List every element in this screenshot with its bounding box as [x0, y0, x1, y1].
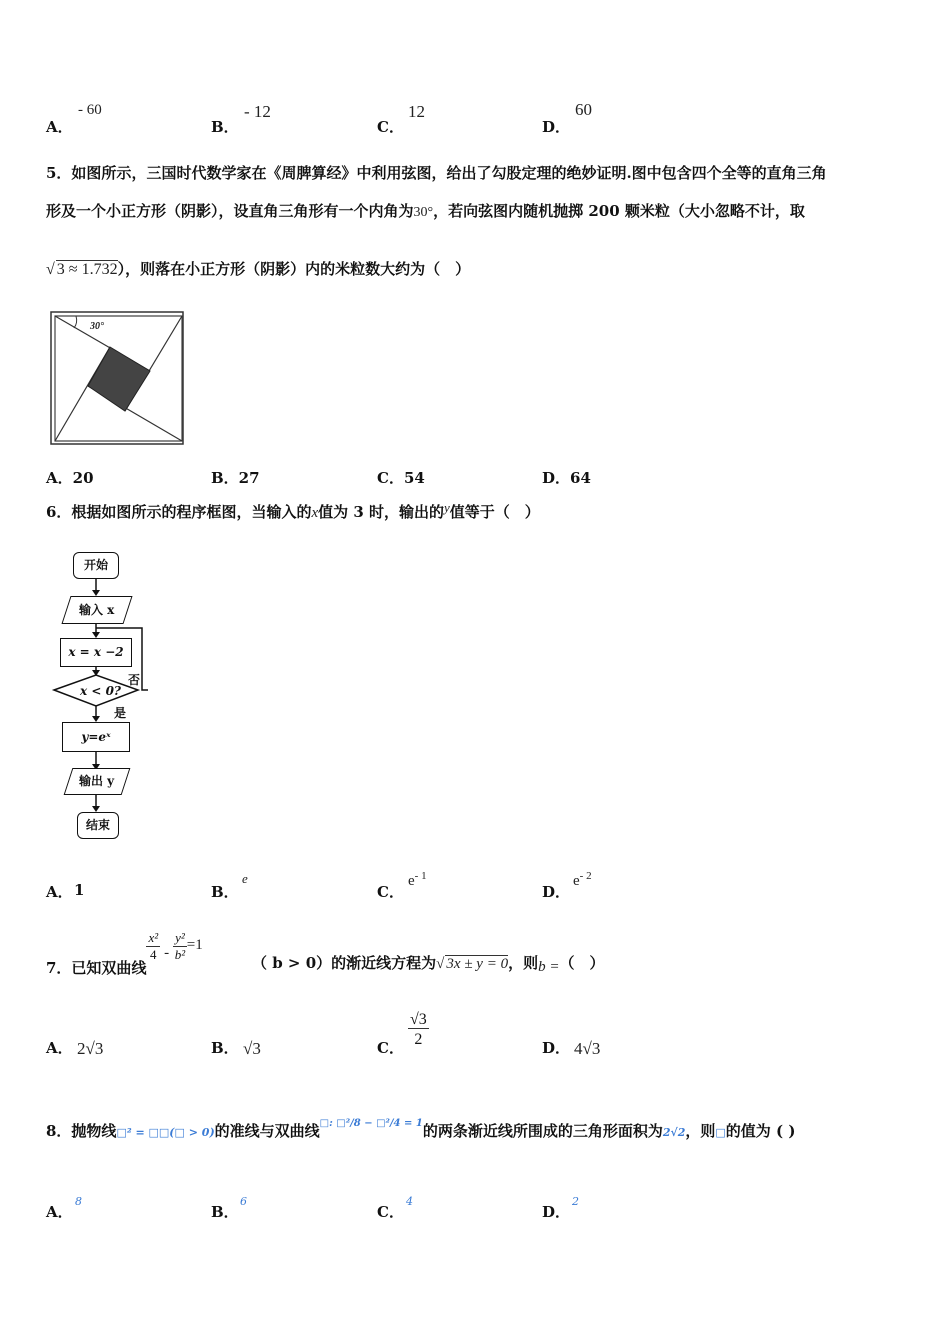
q5-sqrt-approx: √ 3 ≈ 1.732 [46, 261, 118, 278]
q7-frac2 [173, 930, 187, 963]
q5-line2-b: ，若向弦图内随机抛掷 200 颗米粒（大小忽略不计，取 [433, 202, 805, 220]
q8-parabola: □² = □□(□ > 0) [116, 1126, 215, 1139]
q6-var-x: x [311, 505, 319, 521]
q7-eq1: =1 [186, 936, 203, 953]
q8-suffix-a: 的两条渐近线所围成的三角形面积为 [422, 1122, 663, 1140]
flow-no-label: 否 [128, 673, 141, 687]
q7-option-b-value: √3 [243, 1039, 261, 1058]
q7-frac2-num: y² [175, 930, 185, 945]
pythagoras-chord-figure [50, 311, 184, 445]
q7-asym: √ 3x ± y = 0 [436, 956, 509, 972]
flow-input [61, 596, 132, 624]
q5-option-d: D．64 [542, 469, 591, 487]
q6-option-c-value [408, 870, 427, 890]
q8-prefix: 8．抛物线 [46, 1122, 117, 1140]
figure-angle-label: 30° [90, 321, 104, 332]
q6-question [46, 501, 540, 522]
flow-condition: x < 0? [80, 684, 121, 698]
q5-sqrt-approx-value: 3 ≈ 1.732 [56, 261, 118, 278]
q7-option-a-label: A． [46, 1039, 73, 1057]
q8-question [46, 1120, 795, 1141]
q5-angle: 30° [413, 205, 434, 220]
q6-option-c-label: C． [377, 883, 404, 901]
q7-end: （ ） [559, 954, 605, 972]
q6-option-d-exp: - 2 [579, 870, 592, 882]
q7-option-a-value: 2√3 [77, 1039, 104, 1058]
q5-line1: 5．如图所示，三国时代数学家在《周脾算经》中利用弦图，给出了勾股定理的绝妙证明.图中包含四个全等的直角三角 [46, 164, 827, 182]
q7-minus: - [164, 944, 170, 961]
q4-option-a-label: A． [46, 118, 73, 136]
q8-option-b-label: B． [211, 1203, 239, 1221]
q4-option-b-value: - 12 [244, 102, 271, 121]
flow-yes-label: 是 [114, 706, 127, 720]
q6-option-d-base: e [573, 873, 580, 889]
q4-option-c-label: C． [377, 118, 404, 136]
flow-assign: x = x −2 [60, 638, 132, 667]
q4-option-d-label: D． [542, 118, 571, 136]
q6-text-c: 值等于（ ） [449, 503, 540, 521]
q7-question-tail [252, 952, 604, 973]
flow-end: 结束 [77, 812, 119, 839]
q8-mid: 的准线与双曲线 [214, 1122, 320, 1140]
q7-option-c-frac [408, 1012, 429, 1051]
q6-var-y: y [444, 500, 450, 515]
q6-option-b-label: B． [211, 883, 239, 901]
q8-suffix-b: ，则 [685, 1122, 716, 1140]
q4-option-b-label: B． [211, 118, 239, 136]
q6-option-a-label: A． [46, 883, 73, 901]
q6-option-c-exp: - 1 [414, 870, 427, 882]
q8-hyperbola: □: □²/8 − □²/4 = 1 [319, 1118, 423, 1129]
q7-frac1-num: x² [148, 930, 159, 945]
q7-frac1-den: 4 [150, 947, 157, 962]
q5-line2-a: 形及一个小正方形（阴影），设直角三角形有一个内角为 [46, 202, 414, 220]
q7-option-d-value: 4√3 [574, 1039, 601, 1058]
q6-option-b-value: e [242, 871, 248, 886]
q4-option-d-value: 60 [575, 100, 592, 119]
q8-area: 2√2 [662, 1126, 686, 1139]
q6-option-d-value [573, 870, 592, 890]
q5-option-c: C．54 [377, 469, 425, 487]
q8-option-d-value: 2 [572, 1195, 579, 1208]
q7-option-c-den: 2 [414, 1031, 423, 1048]
q5-line3 [46, 258, 470, 279]
q7-option-b-label: B． [211, 1039, 239, 1057]
flow-output [64, 768, 131, 795]
q8-option-b-value: 6 [240, 1195, 247, 1208]
q5-line2 [46, 200, 805, 221]
q7-prefix: 7．已知双曲线 [46, 958, 147, 977]
q7-option-c-label: C． [377, 1039, 404, 1057]
q7-b-eq: b = [538, 959, 560, 975]
q6-option-a-value: 1 [74, 881, 85, 899]
q7-option-c-num: √3 [410, 1011, 427, 1028]
q5-option-b: B．27 [211, 469, 260, 487]
q7-frac2-den: b² [174, 947, 186, 962]
q8-option-c-label: C． [377, 1203, 404, 1221]
q6-text-a: 6．根据如图所示的程序框图，当输入的 [46, 503, 312, 521]
q5-option-a: A．20 [46, 469, 94, 487]
q7-cond: （ b > 0）的渐近线方程为 [252, 954, 437, 972]
q6-option-c-base: e [408, 873, 415, 889]
q7-question [46, 930, 203, 977]
q7-asym-expr: 3x ± y = 0 [446, 956, 509, 972]
q7-then: ，则 [508, 954, 539, 972]
flow-input-label: 输入 x [79, 603, 115, 617]
q8-box: □ [715, 1126, 726, 1139]
q8-option-a-label: A． [46, 1203, 73, 1221]
q8-suffix-c: 的值为 ( ) [725, 1122, 796, 1140]
q7-option-d-label: D． [542, 1039, 571, 1057]
q5-line3-text: ），则落在小正方形（阴影）内的米粒数大约为（ ） [117, 260, 471, 278]
flow-start: 开始 [73, 552, 119, 579]
q8-option-d-label: D． [542, 1203, 571, 1221]
flow-output-label: 输出 y [79, 774, 115, 788]
q7-frac1 [146, 930, 160, 963]
q8-option-a-value: 8 [75, 1195, 82, 1208]
q4-option-a-value: - 60 [78, 102, 102, 118]
q4-option-c-value: 12 [408, 102, 425, 121]
q8-option-c-value: 4 [406, 1195, 413, 1208]
q6-option-d-label: D． [542, 883, 571, 901]
q6-text-b: 值为 3 时，输出的 [318, 503, 445, 521]
flow-calc: y=eˣ [62, 722, 130, 752]
